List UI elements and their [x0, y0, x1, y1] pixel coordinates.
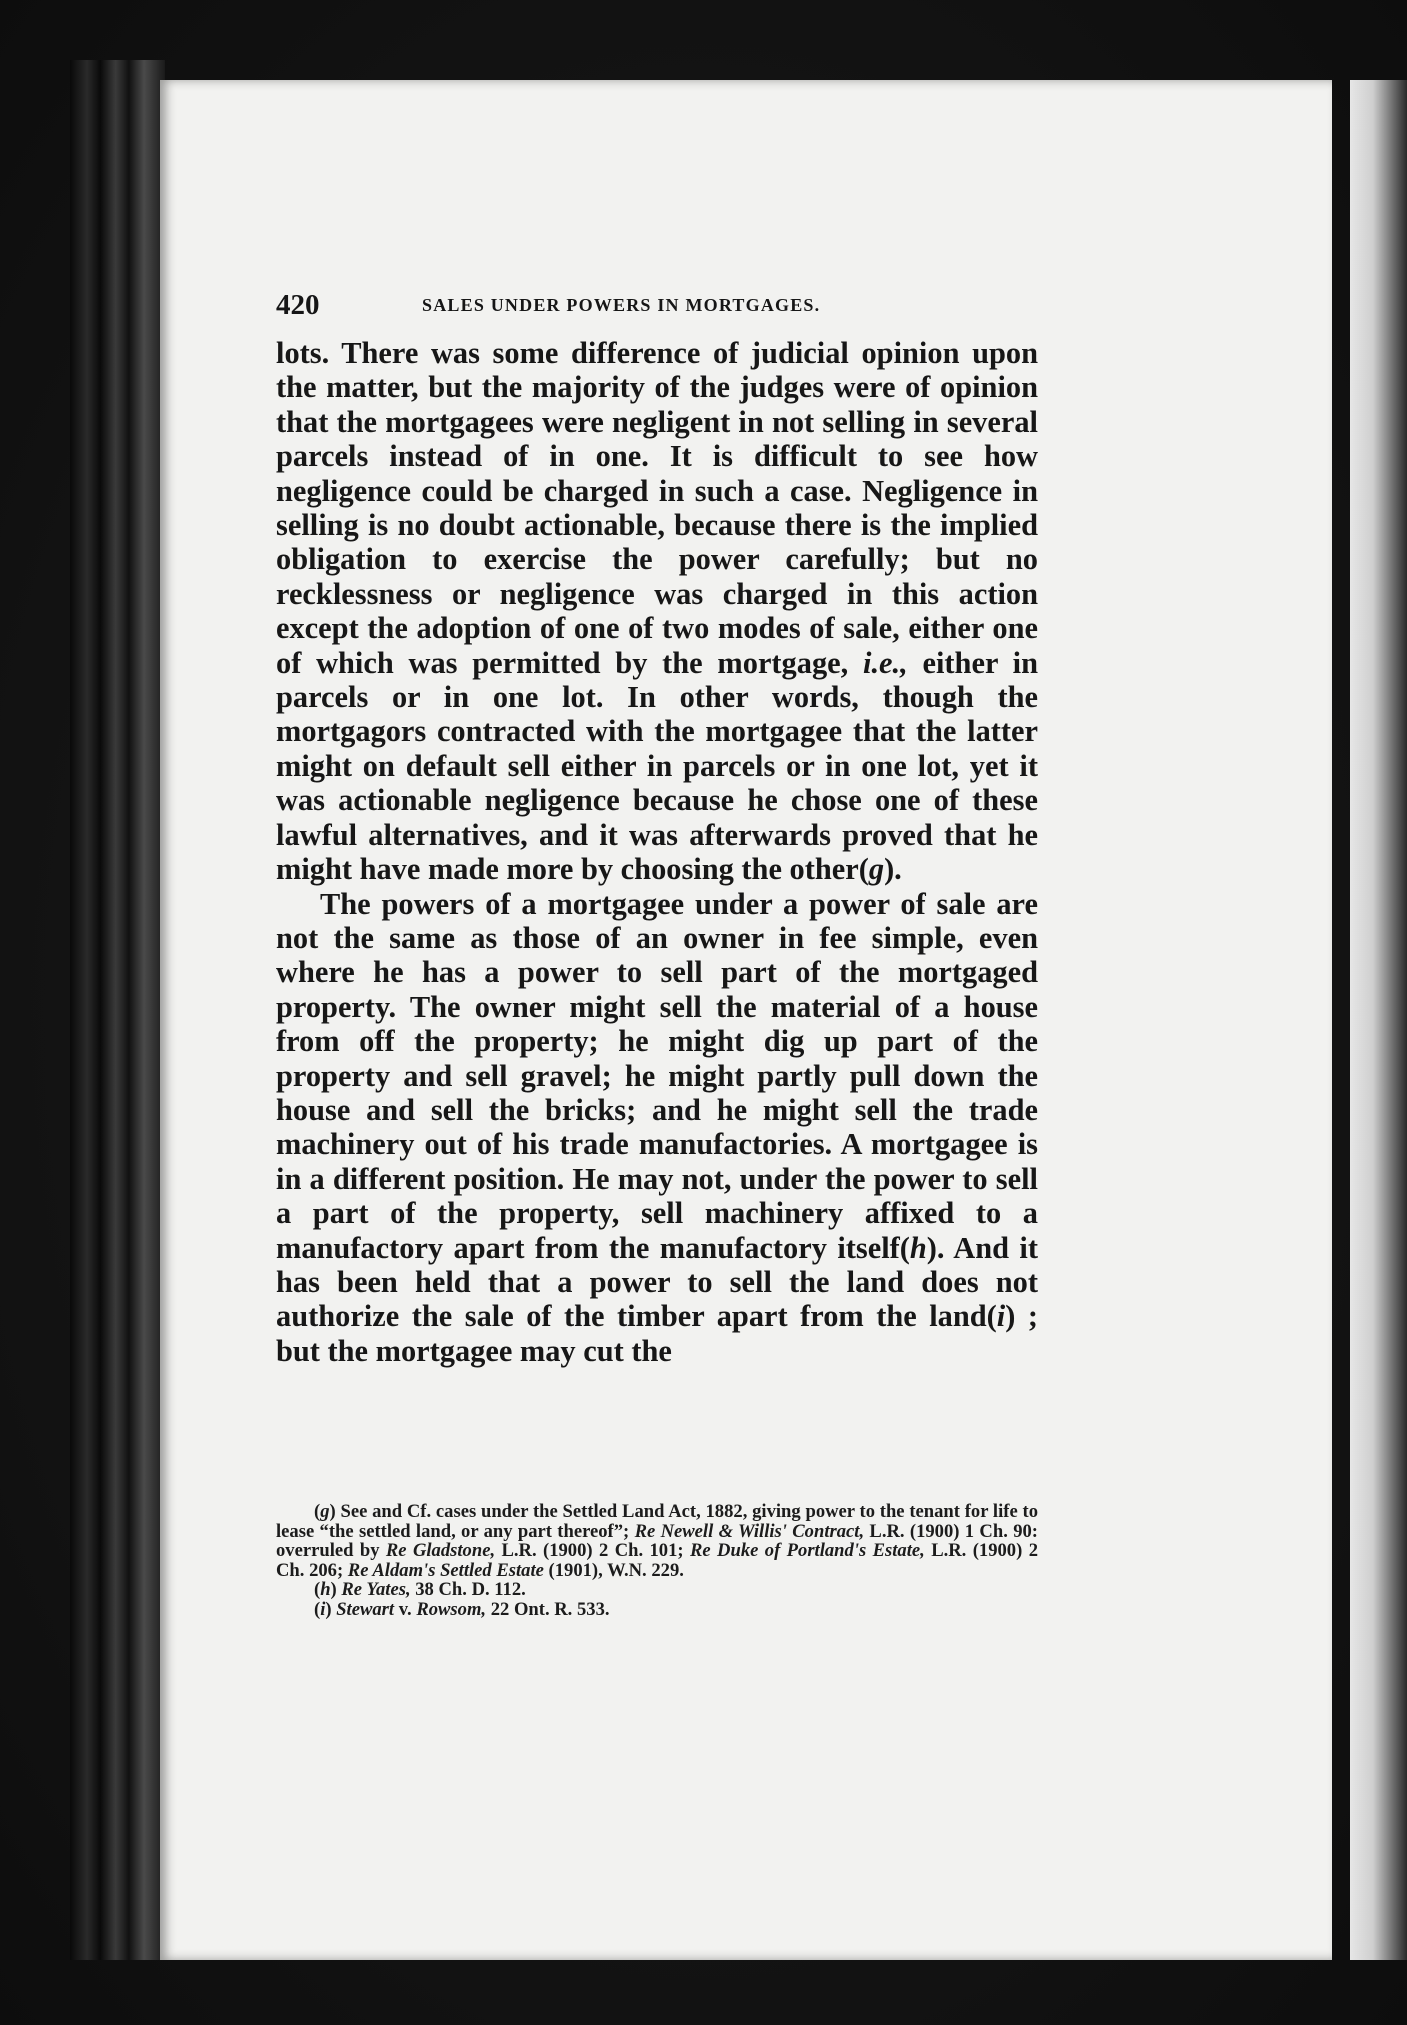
body-text — [276, 336, 1038, 1368]
running-title: SALES UNDER POWERS IN MORTGAGES. — [422, 295, 821, 315]
footnote-ref-h: h — [909, 1230, 927, 1265]
footnote-g: (g) See and Cf. cases under the Settled Land Act, 1882, giving power to the tenant for life to lease “the settled land, or any part thereof”; Re Newell & Willis' Contract, L.R. (1900) 1 Ch. 90: overruled by Re Gladstone, L.R. (1900) 2 Ch. 101; Re Duke of Portland's Estate, L.R. (1900) 2 Ch. 206; Re Aldam's Settled Estate (1901), W.N. 229. — [276, 1501, 1038, 1581]
book-binding-edge — [70, 60, 165, 1960]
paragraph-1: lots. There was some difference of judicial opinion upon the matter, but the majority of the judges were of opinion that the mortgagees were negligent in not selling in several parcels instead of in one. It is difficult to see how negligence could be charged in such a case. Negligence in selling is no doubt actionable, because there is the implied obligation to exercise the power carefully; but no recklessness or negligence was charged in this action except the adoption of one of two modes of sale, either one of which was permitted by the mortgage, i.e., either in parcels or in one lot. In other words, though the mortgagors contracted with the mortgagee that the latter might on default sell either in parcels or in one lot, yet it was actionable negligence because he chose one of these lawful alternatives, and it was afterwards proved that he might have made more by choosing the other(g). — [276, 336, 1038, 887]
footnote-ref-g: g — [868, 852, 885, 887]
footnote-i: (i) Stewart v. Rowsom, 22 Ont. R. 533. — [314, 1598, 610, 1620]
page-number: 420 — [276, 289, 320, 321]
footnote-ref-i: i — [996, 1299, 1006, 1334]
running-head — [276, 289, 1036, 329]
paragraph-2: The powers of a mortgagee under a power of sale are not the same as those of an owner in fee simple, even where he has a power to sell part of the mortgaged property. The owner might sell the material of a house from off the property; he might dig up part of the property and sell gravel; he might partly pull down the house and sell the bricks; and he might sell the trade machinery out of his trade manufactories. A mortgagee is in a different position. He may not, under the power to sell a part of the property, sell machinery affixed to a manufactory apart from the manufactory itself(h). And it has been held that a power to sell the land does not authorize the sale of the timber apart from the land(i) ; but the mortgagee may cut the — [276, 886, 1038, 1368]
next-page-edge — [1350, 80, 1407, 1960]
footnotes — [276, 1502, 1038, 1620]
footnote-h: (h) Re Yates, 38 Ch. D. 112. — [314, 1579, 526, 1601]
